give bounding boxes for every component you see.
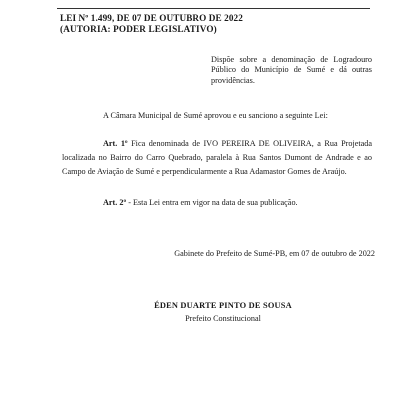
article-1-text: Fica denominada de IVO PEREIRA DE OLIVEIRA, a Rua Projetada localizada no Bairro do Carro Quebrado, paralela à Rua Santos Dumont de Andrade e ao Campo de Aviação de Sumé e perpendicularmente a Rua Adamastor Gomes de Araújo. <box>62 139 372 176</box>
header-rule <box>57 8 370 9</box>
article-2-label: Art. 2º <box>103 198 127 207</box>
signatory-name: ÉDEN DUARTE PINTO DE SOUSA <box>154 301 292 310</box>
law-authorship: (AUTORIA: PODER LEGISLATIVO) <box>60 24 217 34</box>
signatory-role: Prefeito Constitucional <box>185 314 261 323</box>
dateline: Gabinete do Prefeito de Sumé-PB, em 07 de outubro de 2022 <box>174 249 375 258</box>
law-title: LEI Nº 1.499, DE 07 DE OUTUBRO DE 2022 <box>60 13 243 23</box>
article-1 <box>62 137 372 179</box>
article-2-text: - Esta Lei entra em vigor na data de sua publicação. <box>126 198 298 207</box>
article-2 <box>103 196 298 210</box>
preamble: A Câmara Municipal de Sumé aprovou e eu sanciono a seguinte Lei: <box>103 111 328 120</box>
article-1-label: Art. 1º <box>103 139 128 148</box>
ementa: Dispõe sobre a denominação de Logradouro Público do Município de Sumé e dá outras providências. <box>211 55 372 85</box>
